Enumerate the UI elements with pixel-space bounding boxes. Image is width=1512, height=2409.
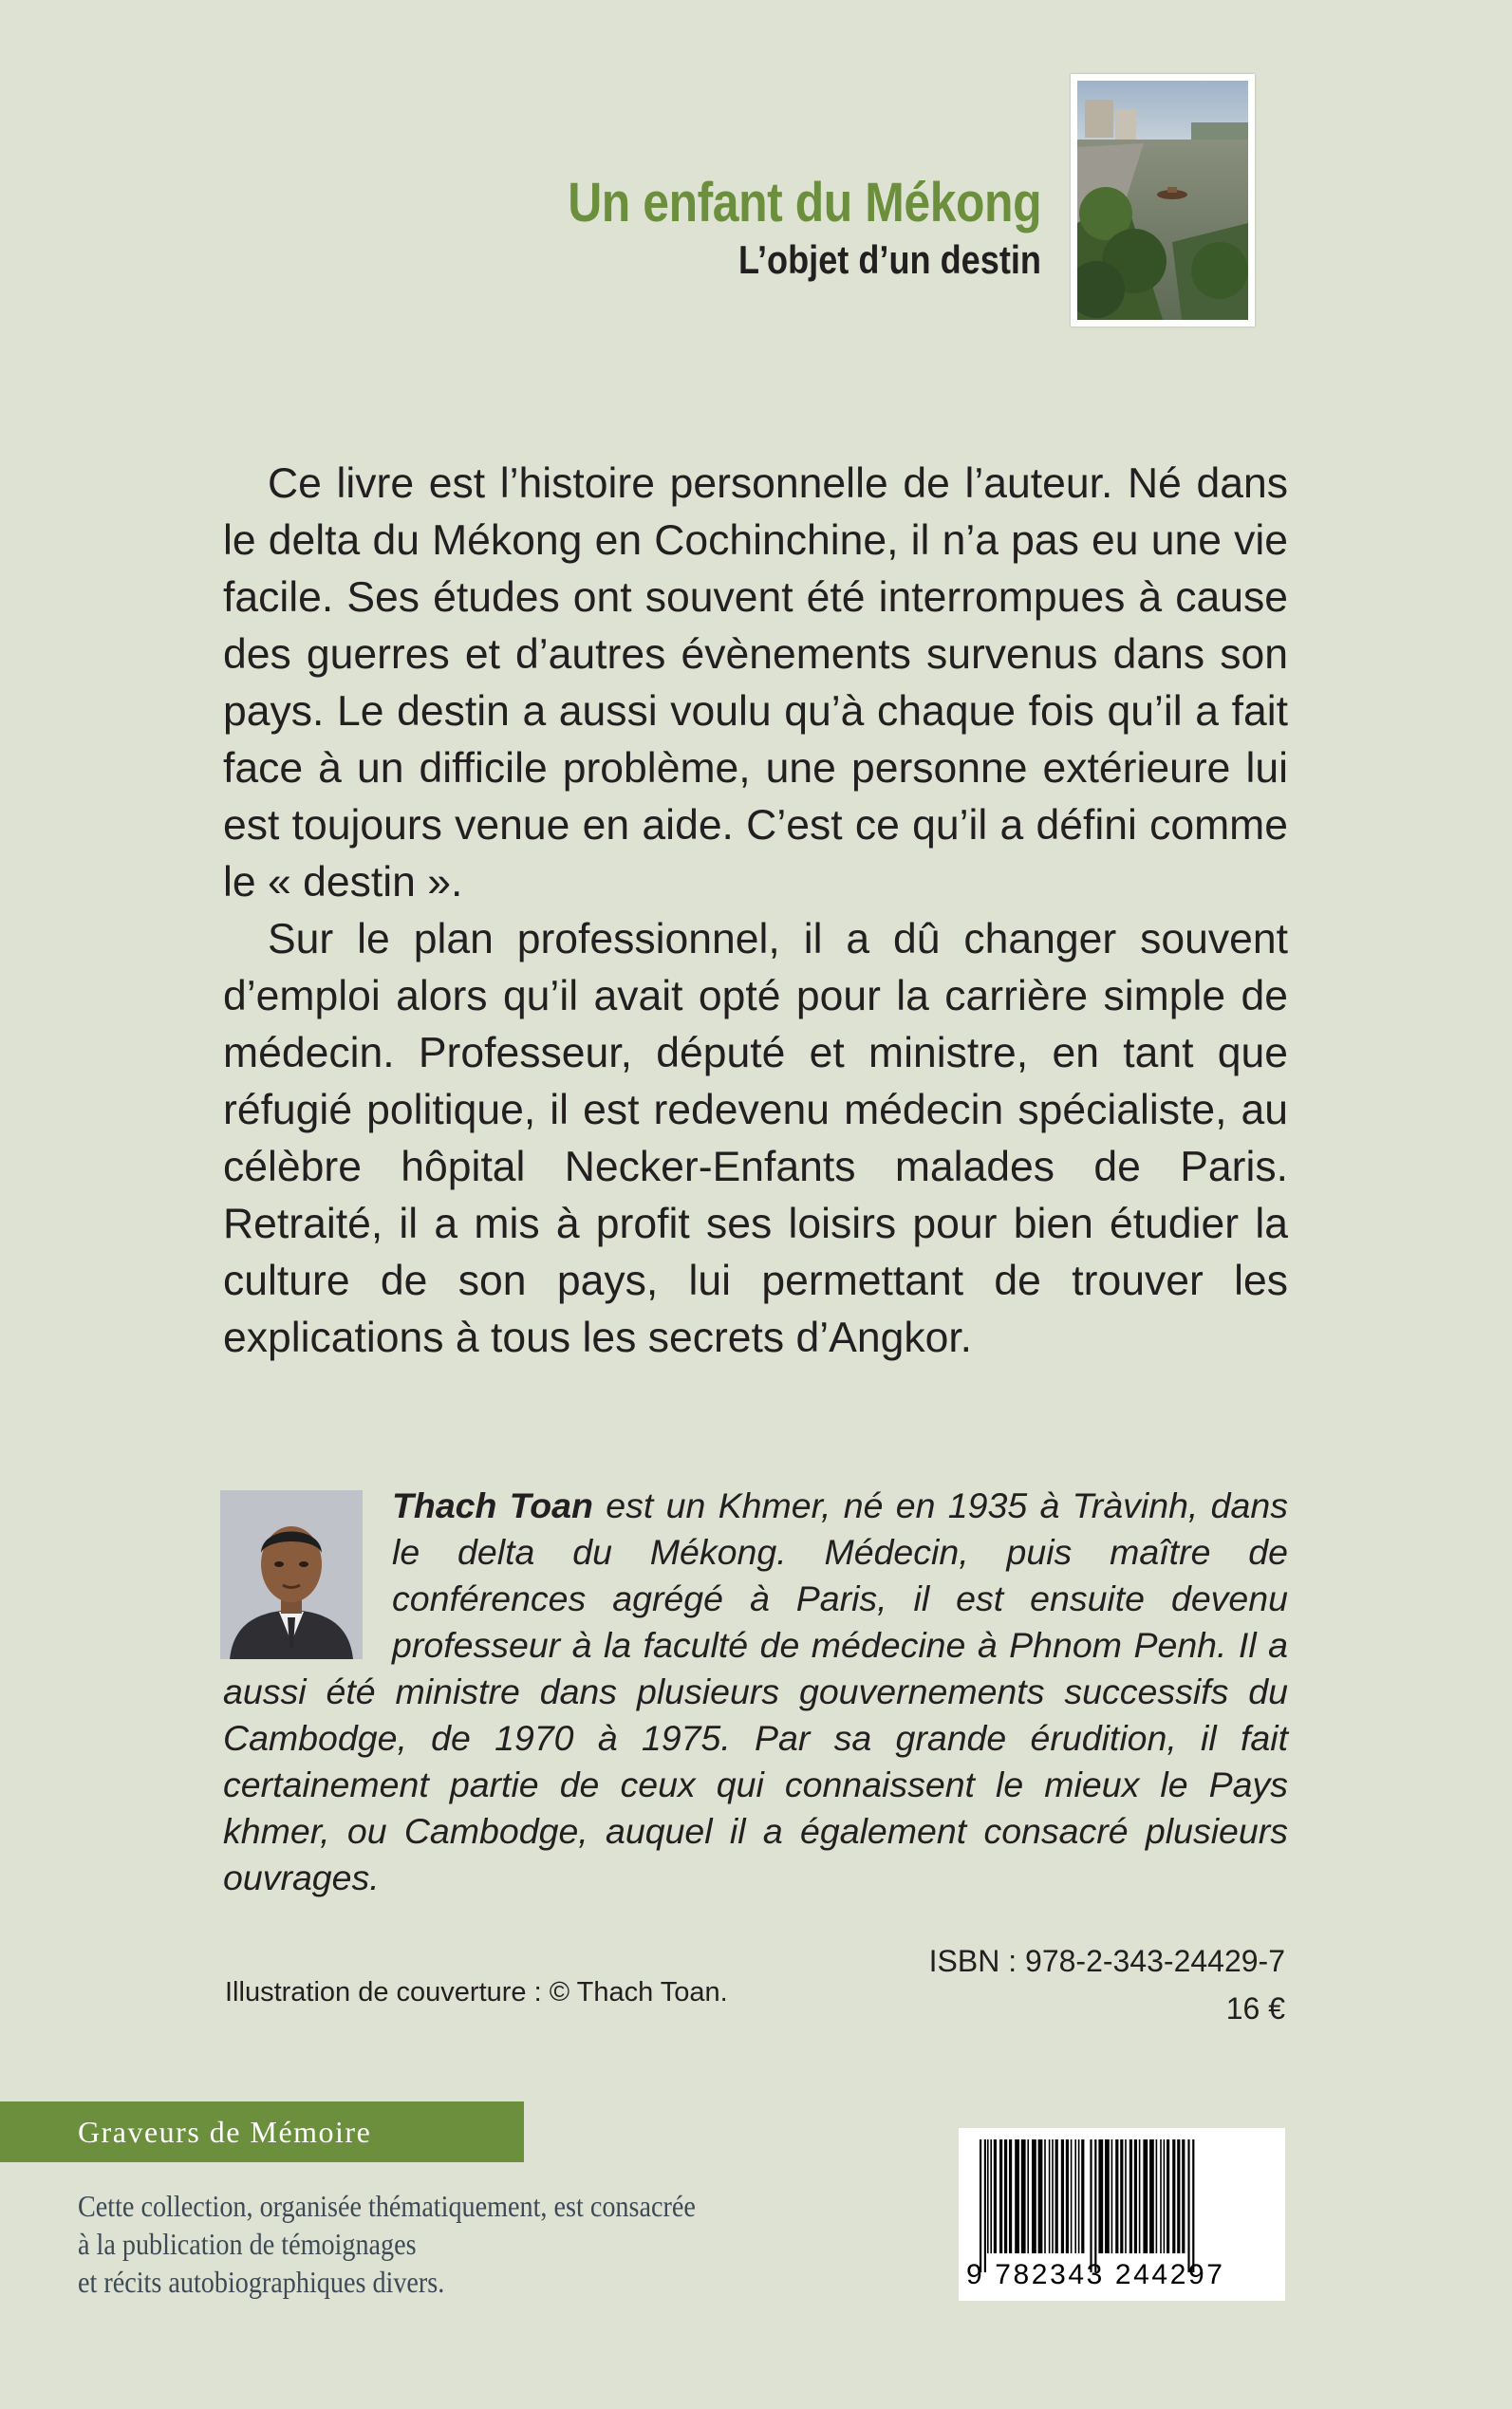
barcode-bar xyxy=(1074,2139,1076,2253)
barcode-bar xyxy=(1004,2139,1007,2253)
barcode-bar xyxy=(1111,2139,1113,2253)
barcode-bar xyxy=(1044,2139,1046,2253)
barcode-bar xyxy=(1182,2139,1185,2253)
barcode-bar xyxy=(1156,2139,1158,2253)
barcode-bar xyxy=(990,2139,992,2253)
barcode-bar xyxy=(1164,2139,1166,2253)
barcode-bar xyxy=(1061,2139,1064,2253)
barcode-bar xyxy=(987,2139,989,2253)
barcode-bar xyxy=(1049,2139,1051,2253)
barcode-bar xyxy=(1177,2139,1180,2253)
price: 16 € xyxy=(1225,1991,1285,2026)
barcode-bar xyxy=(1115,2139,1118,2253)
blurb-paragraph: Sur le plan professionnel, il a dû changer souvent d’emploi alors qu’il avait opté pour la carrière simple de médecin. Professeur, député et ministre, en tant que réfugié politique, il est redevenu médecin spécialiste, au célèbre hôpital Necker-Enfants malades de Paris. Retraité, il a mis à profit ses loisirs pour bien étudier la culture de son pays, lui permettant de trouver les explications à tous les secrets d’Angkor. xyxy=(223,916,1288,1361)
cover-illustration-credit: Illustration de couverture : © Thach Toan. xyxy=(225,1977,728,2008)
collection-banner xyxy=(0,2101,524,2162)
barcode-bar xyxy=(1052,2139,1054,2253)
barcode-guard-bar xyxy=(1192,2139,1194,2272)
collection-name: Graveurs de Mémoire xyxy=(78,2115,372,2149)
author-bio xyxy=(223,1483,1288,1901)
barcode-guard-bar xyxy=(1094,2139,1096,2272)
barcode-guard-bar xyxy=(1090,2139,1092,2272)
barcode-bar xyxy=(994,2139,997,2253)
collection-description xyxy=(78,2187,696,2301)
book-subtitle: L’objet d’un destin xyxy=(737,237,1041,282)
barcode-bar xyxy=(1066,2139,1069,2253)
barcode-bar xyxy=(1009,2139,1012,2253)
barcode-bar xyxy=(999,2139,1002,2253)
barcode-guard-bar xyxy=(980,2139,981,2272)
cover-photo xyxy=(1071,74,1255,327)
barcode-bar xyxy=(1134,2139,1137,2253)
book-title: Un enfant du Mékong xyxy=(568,172,1041,233)
collection-description-line: et récits autobiographiques divers. xyxy=(78,2265,445,2299)
barcode-bar xyxy=(1032,2139,1036,2253)
barcode-bar xyxy=(1098,2139,1103,2253)
barcode-bar xyxy=(1071,2139,1073,2253)
barcode-bar xyxy=(1172,2139,1175,2253)
collection-description-line: Cette collection, organisée thématiquement, est consacrée xyxy=(78,2189,696,2223)
barcode-bar xyxy=(1015,2139,1019,2253)
barcode-bar xyxy=(1105,2139,1110,2253)
barcode-bar xyxy=(1120,2139,1123,2253)
barcode-bar xyxy=(1167,2139,1169,2253)
barcode-bar xyxy=(1055,2139,1058,2253)
barcode xyxy=(959,2128,1285,2301)
author-bio-text: est un Khmer, né en 1935 à Tràvinh, dans le delta du Mékong. Médecin, puis maître de conférences agrégé à Paris, il est ensuite devenu professeur à la faculté de médecine à Phnom Penh. Il a aussi été ministre dans plusieurs gouvernements successifs du Cambodge, de 1970 à 1975. Par sa grande érudition, il fait certainement partie de ceux qui connaissent le mieux le Pays khmer, ou Cambodge, auquel il a également consacré plusieurs ouvrages. xyxy=(223,1485,1288,1897)
barcode-bar xyxy=(1027,2139,1029,2253)
barcode-bar xyxy=(1078,2139,1080,2253)
river-landscape-photo xyxy=(1077,81,1248,320)
barcode-bar xyxy=(1149,2139,1154,2253)
barcode-bar xyxy=(1143,2139,1148,2253)
barcode-bar xyxy=(1081,2139,1084,2253)
barcode-guard-bar xyxy=(1187,2139,1189,2272)
barcode-guard-bar xyxy=(984,2139,986,2272)
barcode-digits: 9 782343 244297 xyxy=(966,2259,1225,2290)
author-name: Thach Toan xyxy=(392,1485,593,1525)
barcode-bar xyxy=(1125,2139,1127,2253)
isbn: ISBN : 978-2-343-24429-7 xyxy=(928,1944,1285,1978)
blurb-paragraph: Ce livre est l’histoire personnelle de l’auteur. Né dans le delta du Mékong en Cochinchine, il n’a pas eu une vie facile. Ses études ont souvent été interrompues à cause des guerres et d’autres évènements survenus dans son pays. Le destin a aussi voulu qu’à chaque fois qu’il a fait face à un difficile problème, une personne extérieure lui est toujours venue en aide. C’est ce qu’il a défini comme le « destin ». xyxy=(223,460,1288,906)
barcode-bar xyxy=(1038,2139,1043,2253)
barcode-bar xyxy=(1021,2139,1026,2253)
book-blurb xyxy=(223,456,1288,1367)
collection-description-line: à la publication de témoignages xyxy=(78,2227,417,2261)
barcode-bar xyxy=(1160,2139,1162,2253)
barcode-bar xyxy=(1129,2139,1132,2253)
barcode-bar xyxy=(1139,2139,1141,2253)
